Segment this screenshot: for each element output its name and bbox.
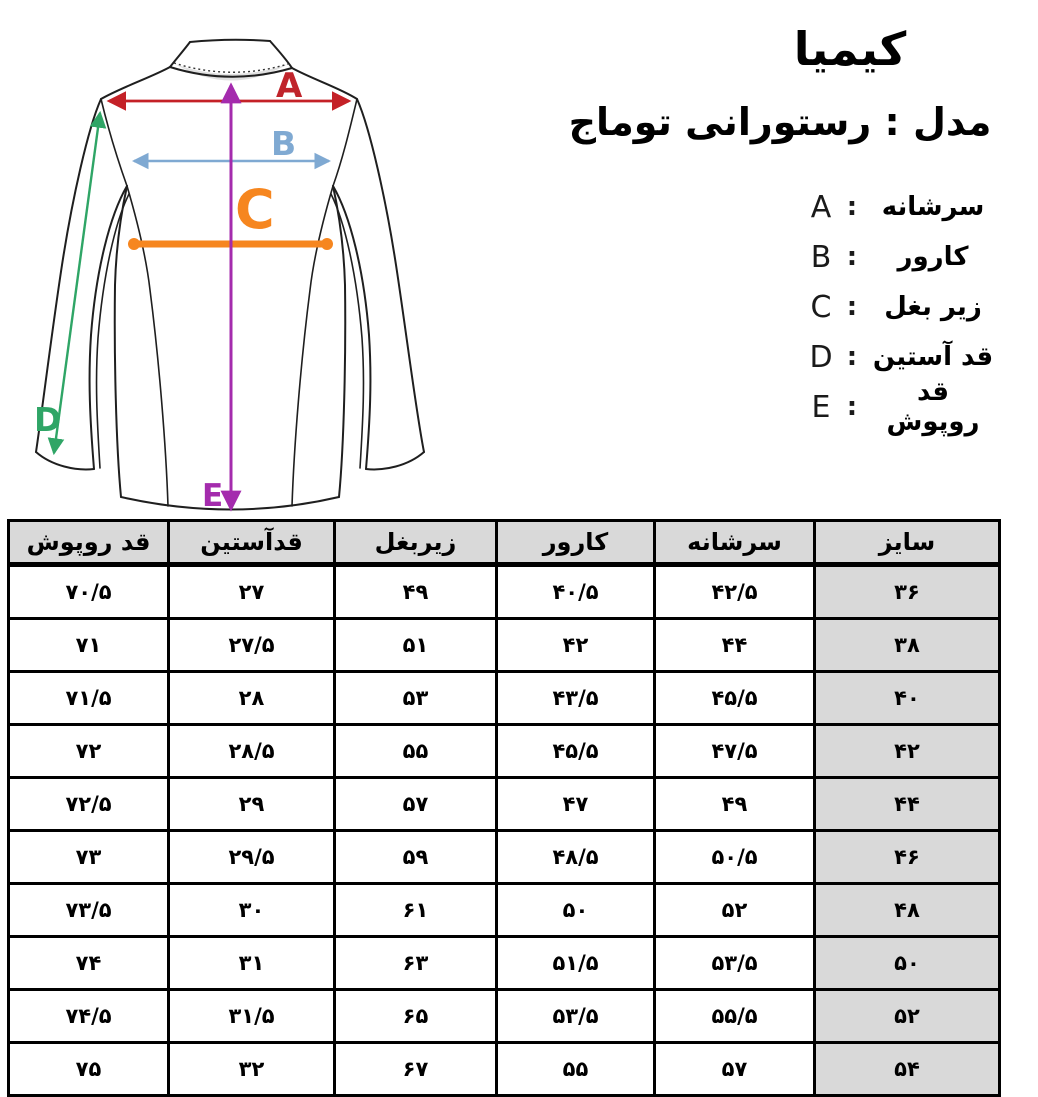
legend-colon: :	[846, 342, 858, 372]
measurement-cell: ۵۳/۵	[655, 937, 815, 990]
measurement-cell: ۶۵	[335, 990, 497, 1043]
measurement-cell: ۷۴	[9, 937, 169, 990]
measurement-cell: ۷۳/۵	[9, 884, 169, 937]
measurement-cell: ۷۲	[9, 725, 169, 778]
measurement-cell: ۲۸	[169, 672, 335, 725]
column-header-across-back: کارور	[497, 521, 655, 565]
measurement-cell: ۳۱	[169, 937, 335, 990]
legend-row-e	[770, 377, 1000, 437]
legend-label: سرشانه	[881, 192, 985, 222]
marker-label-a: A	[276, 66, 303, 106]
measurement-cell: ۷۵	[9, 1043, 169, 1096]
measurement-cell: ۴۵/۵	[655, 672, 815, 725]
measurement-cell: ۴۴	[655, 619, 815, 672]
measurement-cell: ۵۰/۵	[655, 831, 815, 884]
size-cell: ۴۴	[815, 778, 1000, 831]
size-table-row	[9, 725, 1000, 778]
sleeve-right	[357, 99, 424, 452]
measurement-cell: ۳۲	[169, 1043, 335, 1096]
size-cell: ۴۸	[815, 884, 1000, 937]
column-header-sleeve-length: قدآستین	[169, 521, 335, 565]
size-table-row	[9, 565, 1000, 619]
legend-label: قد آستین	[872, 342, 994, 372]
measurement-cell: ۴۷/۵	[655, 725, 815, 778]
body-side-left	[115, 186, 127, 497]
measurement-cell: ۷۰/۵	[9, 565, 169, 619]
measurement-cell: ۵۵	[497, 1043, 655, 1096]
measurement-cell: ۳۱/۵	[169, 990, 335, 1043]
armhole-left	[101, 99, 127, 186]
size-cell: ۳۸	[815, 619, 1000, 672]
armhole-right	[333, 99, 357, 186]
measurement-cell: ۲۷	[169, 565, 335, 619]
measurement-cell: ۵۷	[335, 778, 497, 831]
marker-label-e: E	[202, 478, 224, 514]
legend-letter: C	[810, 289, 832, 325]
measurement-cell: ۴۸/۵	[497, 831, 655, 884]
size-cell: ۳۶	[815, 565, 1000, 619]
measurement-cell: ۵۰	[497, 884, 655, 937]
marker-label-d: D	[34, 400, 62, 439]
brand-title: کیمیا	[793, 22, 907, 76]
legend-row-d	[770, 332, 1000, 382]
measurement-cell: ۵۵	[335, 725, 497, 778]
measurement-cell: ۵۱	[335, 619, 497, 672]
size-table-row	[9, 884, 1000, 937]
legend-row-a	[770, 182, 1000, 232]
size-table-row	[9, 778, 1000, 831]
legend-colon: :	[846, 292, 858, 322]
size-table-body	[9, 565, 1000, 1096]
marker-label-c: C	[235, 178, 275, 241]
size-table	[7, 519, 1001, 1097]
measurement-cell: ۴۵/۵	[497, 725, 655, 778]
size-cell: ۵۲	[815, 990, 1000, 1043]
measurement-cell: ۵۲	[655, 884, 815, 937]
measurement-cell: ۴۳/۵	[497, 672, 655, 725]
measurement-cell: ۶۳	[335, 937, 497, 990]
measurement-cell: ۲۸/۵	[169, 725, 335, 778]
legend-colon: :	[846, 192, 858, 222]
size-table-header-row	[9, 521, 1000, 565]
measurement-cell: ۵۱/۵	[497, 937, 655, 990]
measurement-cell: ۶۷	[335, 1043, 497, 1096]
size-table-row	[9, 831, 1000, 884]
measurement-cell: ۳۰	[169, 884, 335, 937]
size-cell: ۴۶	[815, 831, 1000, 884]
measurement-cell: ۲۷/۵	[169, 619, 335, 672]
model-title: مدل : رستورانی توماج	[568, 100, 992, 144]
legend-letter: B	[810, 239, 832, 275]
legend-letter: A	[810, 189, 832, 225]
measurement-cell: ۶۱	[335, 884, 497, 937]
measurement-cell: ۵۳	[335, 672, 497, 725]
measurement-cell: ۵۹	[335, 831, 497, 884]
measurement-cell: ۴۹	[335, 565, 497, 619]
size-cell: ۵۴	[815, 1043, 1000, 1096]
measurement-cell: ۷۱/۵	[9, 672, 169, 725]
legend-letter: D	[809, 339, 833, 375]
size-cell: ۴۰	[815, 672, 1000, 725]
measurement-cell: ۷۴/۵	[9, 990, 169, 1043]
measurement-cell: ۷۲/۵	[9, 778, 169, 831]
legend-label: قد روپوش	[886, 377, 980, 437]
legend-label: زیر بغل	[884, 292, 982, 322]
measurement-cell: ۷۱	[9, 619, 169, 672]
shoulder-seam-left	[101, 67, 170, 99]
size-table-row	[9, 937, 1000, 990]
size-table-row	[9, 990, 1000, 1043]
marker-label-b: B	[271, 124, 297, 163]
measurement-cell: ۵۳/۵	[497, 990, 655, 1043]
column-header-shoulder: سرشانه	[655, 521, 815, 565]
measurement-legend	[770, 182, 1000, 437]
column-header-coat-length: قد روپوش	[9, 521, 169, 565]
sleeve-left-seam	[97, 194, 129, 468]
size-cell: ۴۲	[815, 725, 1000, 778]
measurement-cell: ۴۷	[497, 778, 655, 831]
body-side-right	[333, 186, 345, 497]
size-table-row	[9, 1043, 1000, 1096]
legend-row-b	[770, 232, 1000, 282]
size-table-row	[9, 672, 1000, 725]
column-header-underarm: زیربغل	[335, 521, 497, 565]
princess-seam-left	[127, 186, 168, 506]
measurement-cell: ۴۰/۵	[497, 565, 655, 619]
measurement-cell: ۵۵/۵	[655, 990, 815, 1043]
measurement-cell: ۴۲	[497, 619, 655, 672]
measurement-cell: ۲۹/۵	[169, 831, 335, 884]
measurement-cell: ۵۷	[655, 1043, 815, 1096]
measurement-cell: ۴۹	[655, 778, 815, 831]
legend-colon: :	[846, 242, 858, 272]
measurement-cell: ۲۹	[169, 778, 335, 831]
legend-colon: :	[846, 392, 858, 422]
size-cell: ۵۰	[815, 937, 1000, 990]
jacket-measurement-diagram	[0, 0, 470, 518]
size-table-row	[9, 619, 1000, 672]
princess-seam-right	[292, 186, 333, 506]
sleeve-right-seam	[331, 194, 363, 468]
column-header-size: سایز	[815, 521, 1000, 565]
legend-label: کارور	[897, 242, 969, 272]
legend-letter: E	[811, 389, 831, 425]
legend-row-c	[770, 282, 1000, 332]
collar	[190, 40, 270, 42]
measurement-cell: ۷۳	[9, 831, 169, 884]
measurement-cell: ۴۲/۵	[655, 565, 815, 619]
